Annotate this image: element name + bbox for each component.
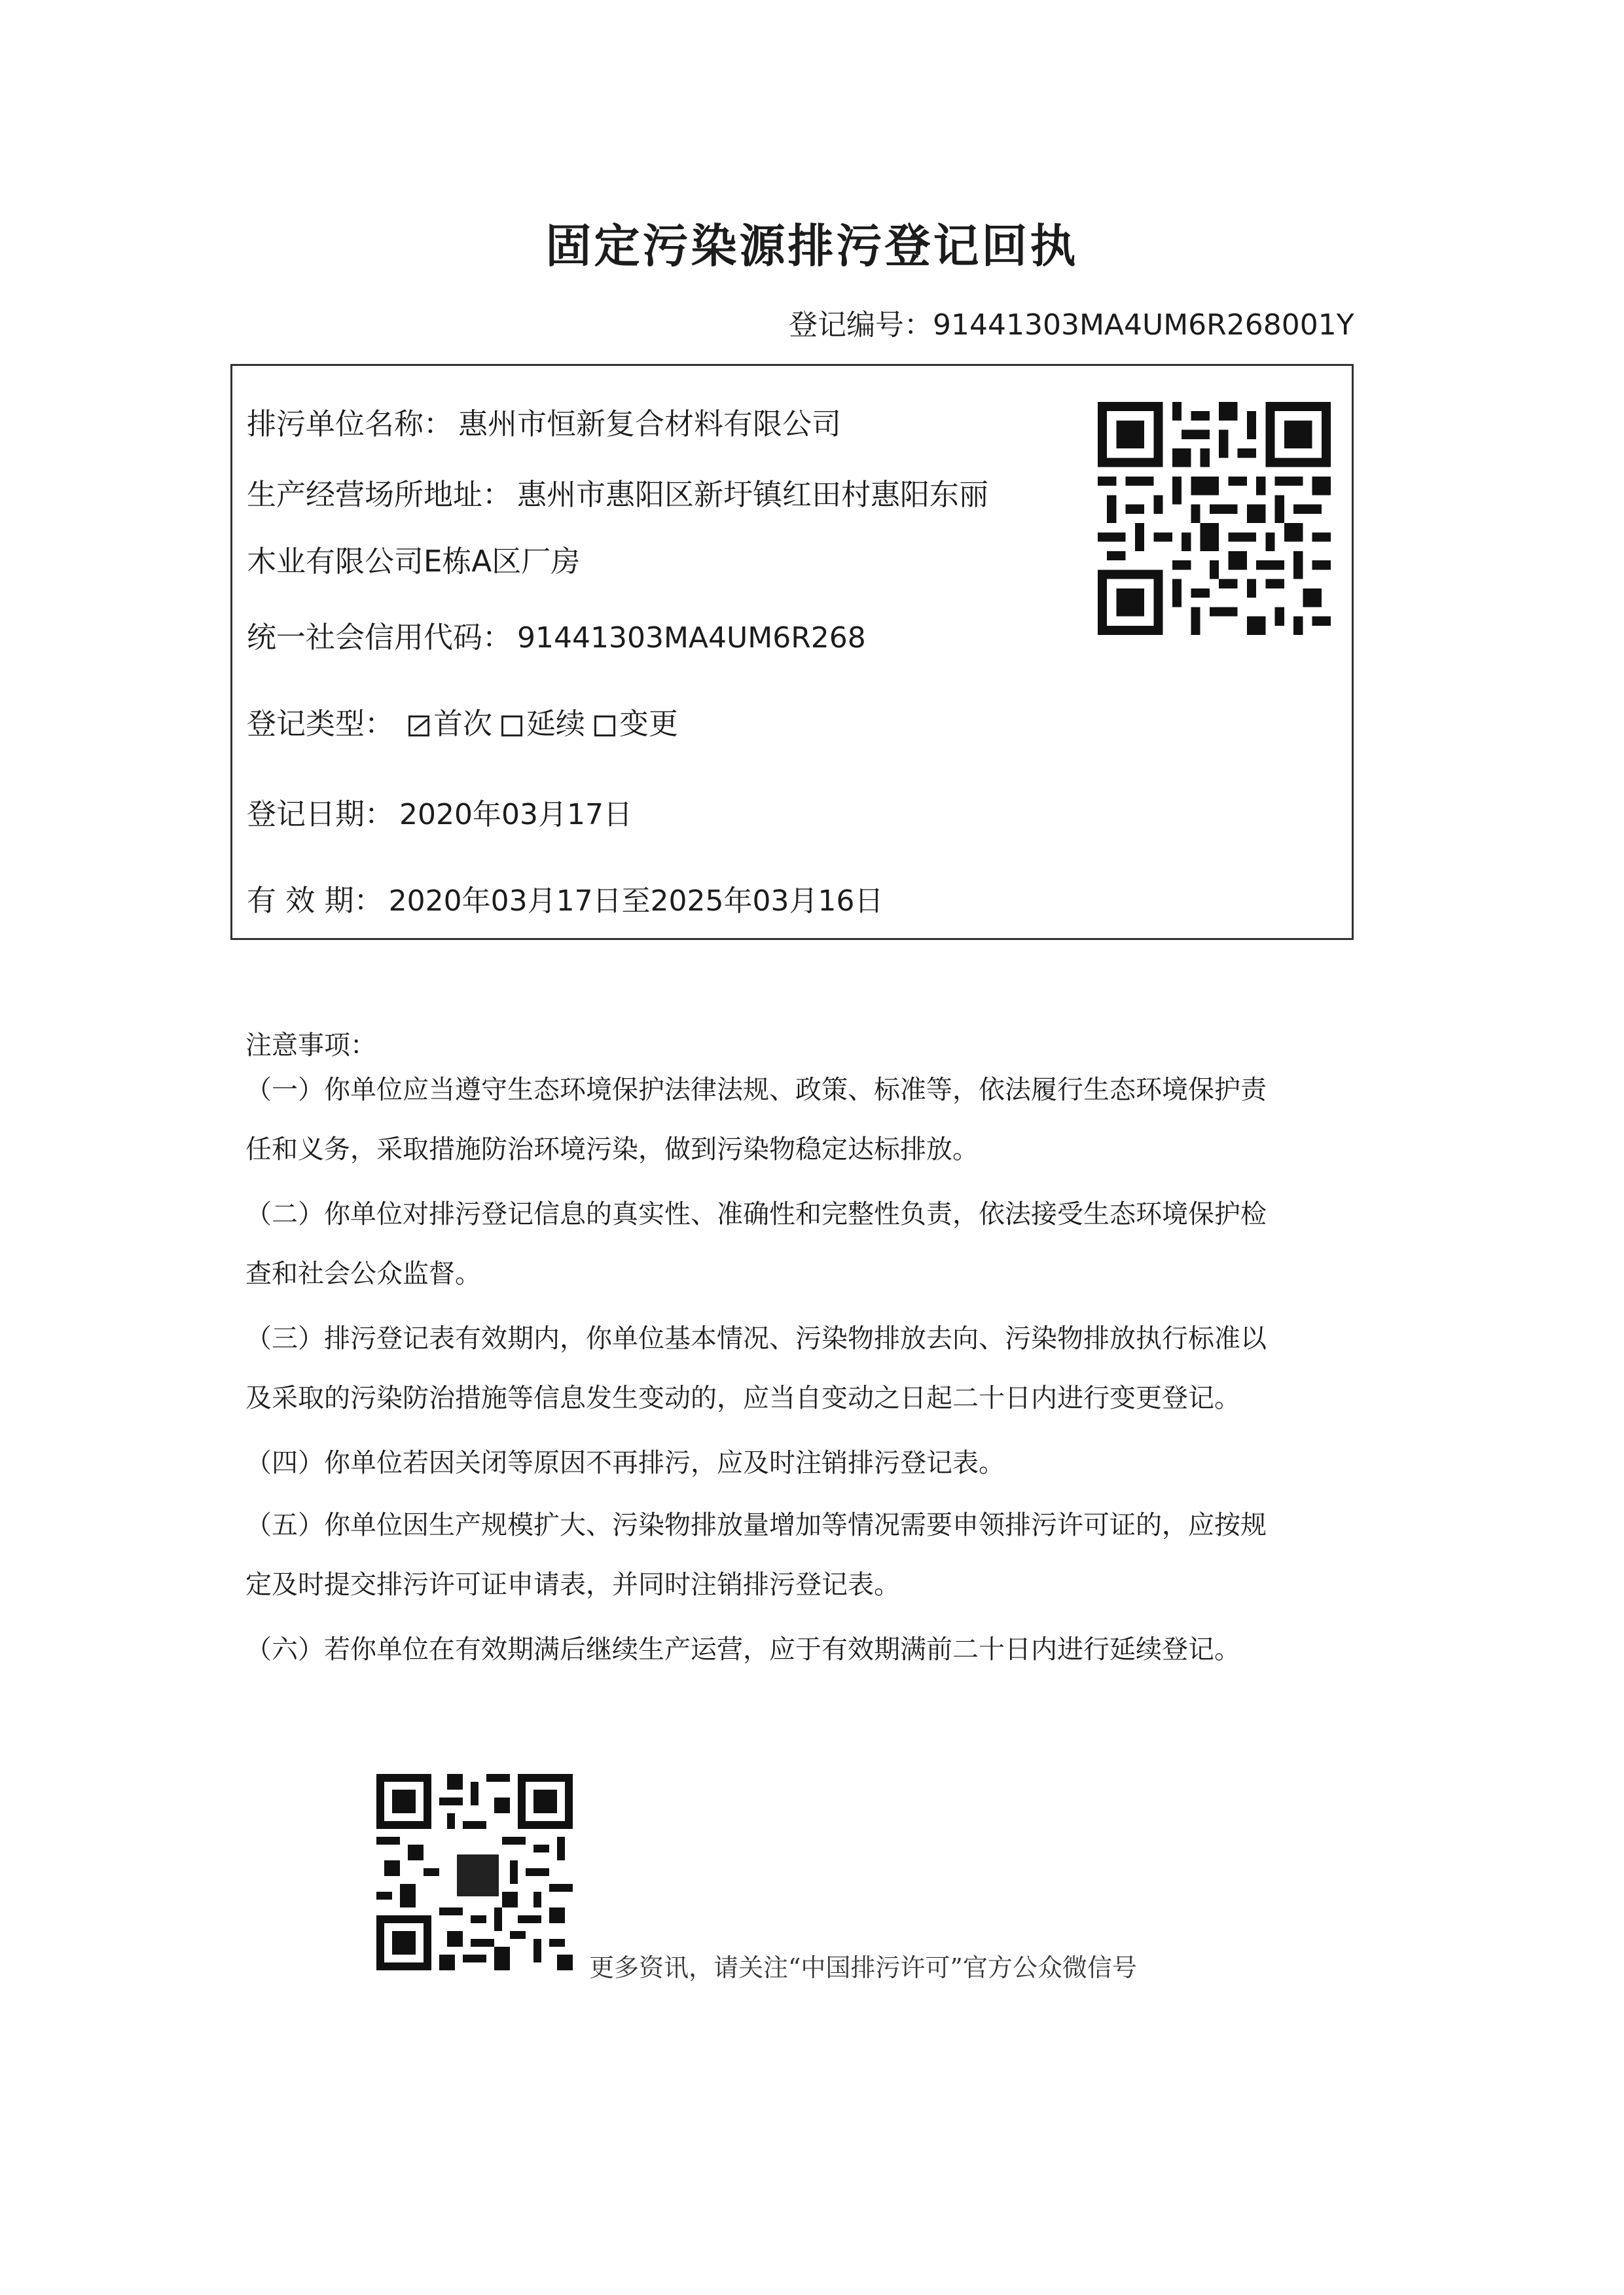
notice-item-3-line-2: 及采取的污染防治措施等信息发生变动的，应当自变动之日起二十日内进行变更登记。 (245, 1383, 1240, 1413)
reg-type-change: 变更 (619, 706, 679, 741)
notice-item-5-line-2: 定及时提交排污许可证申请表，并同时注销排污登记表。 (245, 1570, 900, 1600)
notice-item-1-line-2: 任和义务，采取措施防治环境污染，做到污染物稳定达标排放。 (245, 1134, 979, 1165)
address-line-2: 木业有限公司E栋A区厂房 (247, 544, 581, 579)
credit-code-label: 统一社会信用代码： (247, 620, 513, 655)
registration-number (789, 301, 1354, 343)
notice-item-2 (245, 1185, 1332, 1304)
notice-item-3-line-1: （三）排污登记表有效期内，你单位基本情况、污染物排放去向、污染物排放执行标准以 (245, 1324, 1267, 1354)
reg-type-first: 首次 (433, 706, 493, 741)
reg-type-renewal: 延续 (526, 706, 586, 741)
registration-date-label: 登记日期： (247, 797, 395, 831)
notice-item-2-line-1: （二）你单位对排污登记信息的真实性、准确性和完整性负责，依法接受生态环境保护检 (245, 1199, 1267, 1229)
registration-date-row (247, 790, 632, 833)
notice-item-4-line-1: （四）你单位若因关闭等原因不再排污，应及时注销排污登记表。 (245, 1448, 1005, 1478)
registration-type-row (247, 700, 678, 742)
notice-item-5 (245, 1496, 1332, 1615)
unit-name-label: 排污单位名称： (247, 407, 454, 441)
notice-item-1-line-1: （一）你单位应当遵守生态环境保护法律法规、政策、标准等，依法履行生态环境保护责 (245, 1075, 1267, 1105)
address-line-1: 惠州市惠阳区新圩镇红田村惠阳东丽 (517, 477, 989, 512)
unit-name-value: 惠州市恒新复合材料有限公司 (458, 407, 842, 441)
validity-row (247, 876, 884, 919)
registration-number-value: 91441303MA4UM6R268001Y (933, 308, 1354, 342)
notice-item-5-line-1: （五）你单位因生产规模扩大、污染物排放量增加等情况需要申领排污许可证的，应按规 (245, 1510, 1267, 1540)
registration-qr-code-icon (1098, 402, 1331, 635)
notice-item-4 (245, 1434, 1332, 1493)
footer-wechat-note: 更多资讯，请关注“中国排污许可”官方公众微信号 (589, 1953, 1137, 1982)
checkbox-change (594, 715, 615, 736)
notice-heading: 注意事项： (245, 1030, 376, 1060)
document-title: 固定污染源排污登记回执 (545, 219, 1079, 273)
registration-number-label: 登记编号： (789, 308, 933, 342)
checkbox-renewal (501, 715, 522, 736)
address-row (247, 471, 988, 513)
notice-item-6-line-1: （六）若你单位在有效期满后继续生产运营，应于有效期满前二十日内进行延续登记。 (245, 1635, 1240, 1665)
credit-code-row (247, 613, 866, 656)
credit-code-value: 91441303MA4UM6R268 (517, 621, 866, 655)
registration-date-value: 2020年03月17日 (399, 798, 632, 831)
wechat-qr-code-icon (376, 1774, 573, 1970)
unit-name-row (247, 400, 841, 443)
registration-info-box (230, 364, 1354, 940)
checkbox-first-time-checked (408, 715, 429, 736)
address-label: 生产经营场所地址： (247, 477, 513, 512)
notice-item-6 (245, 1620, 1332, 1680)
registration-type-label: 登记类型： (247, 706, 395, 741)
notice-item-2-line-2: 查和社会公众监督。 (245, 1259, 481, 1289)
notice-item-1 (245, 1060, 1332, 1180)
notice-item-3 (245, 1309, 1332, 1428)
wechat-logo-icon (454, 1851, 502, 1900)
address-row-2 (247, 537, 580, 580)
validity-label: 有 效 期： (247, 883, 384, 918)
validity-value: 2020年03月17日至2025年03月16日 (388, 884, 884, 918)
